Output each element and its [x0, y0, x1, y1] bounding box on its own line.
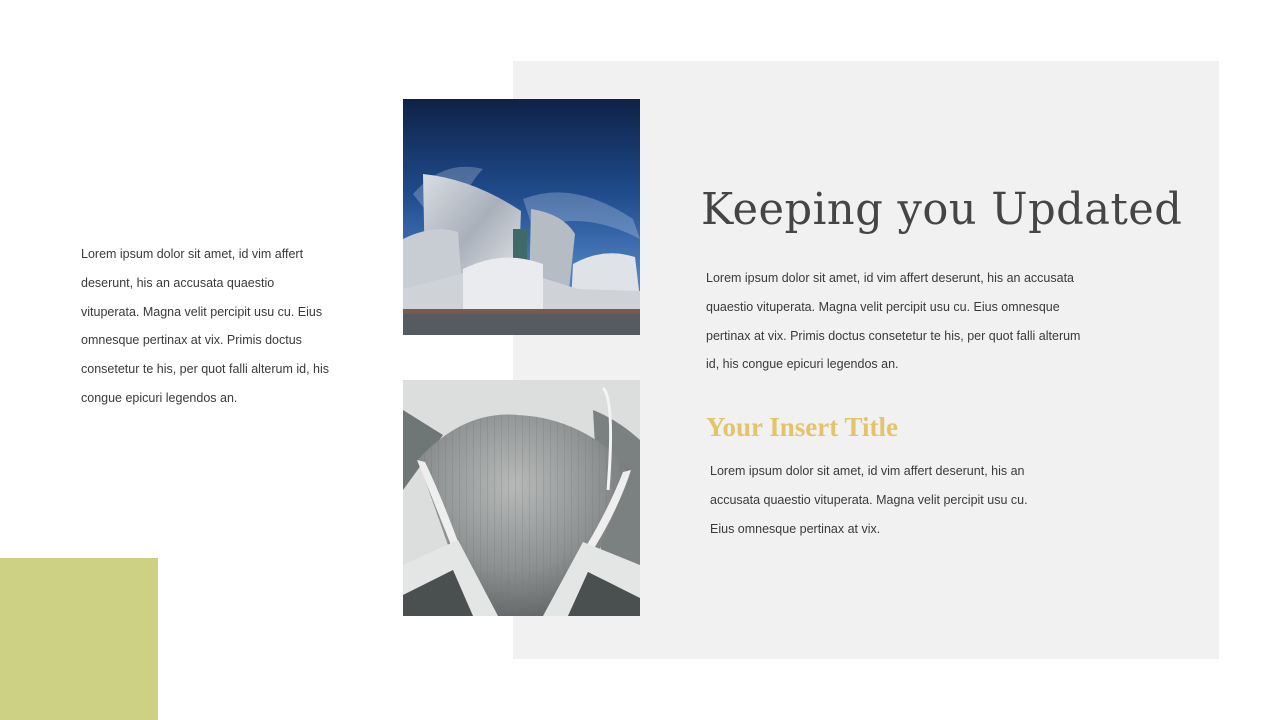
accent-block — [0, 558, 158, 720]
dome-building-photo — [403, 380, 640, 616]
left-paragraph: Lorem ipsum dolor sit amet, id vim affert deserunt, his an accusata quaestio vituperata. Magna velit percipit usu cu. Eius omnesque pertinax at vix. Primis doctus consetetur te his, per quot falli alterum id, his congue epicuri legendos an. — [81, 247, 330, 405]
concert-hall-photo — [403, 99, 640, 335]
sub-paragraph: Lorem ipsum dolor sit amet, id vim affert deserunt, his an accusata quaestio vituperata. Magna velit percipit usu cu. Eius omnesque pertinax at vix. — [710, 464, 1028, 536]
slide-title: Keeping you Updated — [701, 184, 1183, 235]
main-paragraph: Lorem ipsum dolor sit amet, id vim affert deserunt, his an accusata quaestio vituperata. Magna velit percipit usu cu. Eius omnesque pertinax at vix. Primis doctus consetetur te his, per quot falli alterum id, his congue epicuri legendos an. — [706, 271, 1081, 372]
insert-title: Your Insert Title — [706, 412, 899, 442]
